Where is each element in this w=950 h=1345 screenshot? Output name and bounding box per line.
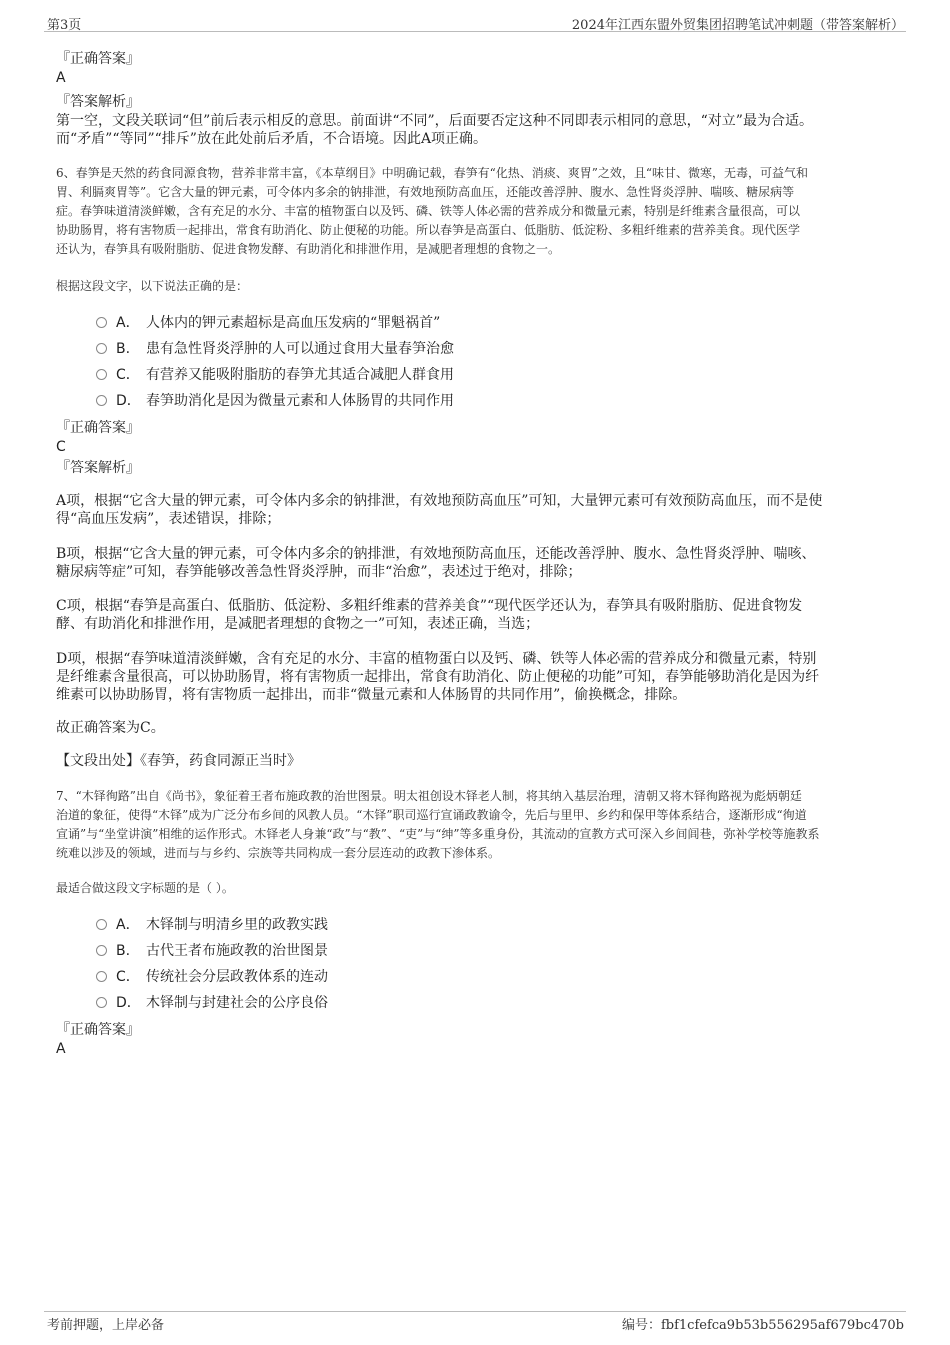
footer-divider [44, 1311, 906, 1312]
q7-prompt-text: 最适合做这段文字标题的是（ ）。 [56, 881, 234, 895]
q5-answer-value: A [56, 70, 66, 86]
radio-icon[interactable] [96, 395, 107, 406]
header-divider [44, 31, 906, 32]
q7-option-c[interactable] [96, 968, 328, 986]
option-letter: B. [116, 943, 131, 959]
footer-slogan: 考前押题，上岸必备 [47, 1318, 165, 1333]
q5-answer-block [56, 50, 900, 88]
q6-answer-value: C [56, 439, 66, 455]
q6-option-d[interactable] [96, 392, 454, 410]
q6-analysis-d [56, 650, 900, 704]
q6-stem-line: 胃、利膈爽胃等”。它含大量的钾元素，可令体内多余的钠排泄，有效地预防高血压，还能改善浮肿、腹水、急性肾炎浮肿、喘咳、糖尿病等 [56, 185, 795, 199]
analysis-line: A项，根据“它含大量的钾元素，可令体内多余的钠排泄，有效地预防高血压”可知，大量钾元素可有效预防高血压，而不是使 [56, 493, 823, 509]
q7-answer-label: 『正确答案』 [56, 1022, 140, 1038]
option-letter: D． [116, 995, 141, 1011]
option-text: 木铎制与封建社会的公序良俗 [146, 995, 328, 1011]
q6-prompt-text: 根据这段文字，以下说法正确的是： [56, 279, 249, 293]
q6-conclusion-block [56, 719, 900, 737]
radio-icon[interactable] [96, 997, 107, 1008]
q7-stem-line: 宣诵”与“坐堂讲演”相维的运作形式。木铎老人身兼“政”与“教”、“吏”与“绅”等多重身份，其流动的宣教方式可深入乡间闾巷，弥补学校等施教系 [56, 827, 820, 841]
q7-answer-block [56, 1021, 900, 1059]
q6-stem-line: 还认为，春笋具有吸附脂肪、促进食物发酵、有助消化和排泄作用，是减肥者理想的食物之一。 [56, 242, 561, 256]
q6-prompt [56, 277, 900, 296]
q5-analysis-label: 『答案解析』 [56, 94, 140, 110]
q6-option-b[interactable] [96, 340, 454, 358]
option-text: 传统社会分层政教体系的连动 [146, 969, 328, 985]
q6-stem [56, 164, 900, 259]
option-text: 人体内的钾元素超标是高血压发病的“罪魁祸首” [146, 315, 441, 331]
option-text: 古代王者布施政教的治世图景 [146, 943, 328, 959]
analysis-line: B项，根据“它含大量的钾元素，可令体内多余的钠排泄，有效地预防高血压，还能改善浮肿、腹水、急性肾炎浮肿、喘咳、 [56, 546, 816, 562]
option-letter: A． [116, 315, 140, 331]
option-text: 春笋助消化是因为微量元素和人体肠胃的共同作用 [146, 393, 454, 409]
q7-option-a[interactable] [96, 916, 328, 934]
q7-stem-line: 治道的象征，使得“木铎”成为广泛分布乡间的风教人员。“木铎”职司巡行宣诵政教谕令，先后与里甲、乡约和保甲等体系结合，逐渐形成“徇道 [56, 808, 807, 822]
analysis-line: D项，根据“春笋味道清淡鲜嫩，含有充足的水分、丰富的植物蛋白以及钙、磷、铁等人体必需的营养成分和微量元素，特别 [56, 651, 817, 667]
q6-analysis-b [56, 545, 900, 581]
footer-code-value: fbf1cfefca9b53b556295af679bc470b [660, 1318, 904, 1333]
option-text: 木铎制与明清乡里的政教实践 [146, 917, 328, 933]
q6-stem-line: 6、春笋是天然的药食同源食物，营养非常丰富，《本草纲目》中明确记载，春笋有“化热、消痰、爽胃”之效，且“味甘、微寒，无毒，可益气和 [56, 166, 809, 180]
radio-icon[interactable] [96, 919, 107, 930]
q6-source: 【文段出处】《春笋，药食同源正当时》 [56, 753, 301, 769]
option-letter: C． [116, 969, 140, 985]
q5-analysis-line: 第一空，文段关联词“但”前后表示相反的意思。前面讲“不同”，后面要否定这种不同即表示相同的意思，“对立”最为合适。 [56, 113, 813, 129]
q7-option-b[interactable] [96, 942, 328, 960]
q7-stem-line: 统难以涉及的领域，进而与与乡约、宗族等共同构成一套分层连动的政教下渗体系。 [56, 846, 501, 860]
q6-analysis-c [56, 597, 900, 633]
q6-answer-label: 『正确答案』 [56, 420, 140, 436]
analysis-line: 糖尿病等症”可知，春笋能够改善急性肾炎浮肿，而非“治愈”，表述过于绝对，排除； [56, 564, 582, 580]
analysis-line: 得“高血压发病”，表述错误，排除； [56, 511, 281, 527]
document-title: 2024年江西东盟外贸集团招聘笔试冲刺题（带答案解析） [571, 18, 904, 33]
radio-icon[interactable] [96, 317, 107, 328]
analysis-line: 酵、有助消化和排泄作用，是减肥者理想的食物之一”可知，表述正确，当选； [56, 616, 540, 632]
analysis-line: 维素可以协助肠胃，将有害物质一起排出，而非“微量元素和人体肠胃的共同作用”，偷换概念，排除。 [56, 687, 687, 703]
q6-source-block [56, 752, 900, 770]
option-letter: A． [116, 917, 140, 933]
q6-stem-line: 协助肠胃，将有害物质一起排出，常食有助消化、防止便秘的功能。所以春笋是高蛋白、低脂肪、低淀粉、多粗纤维素的营养美食。现代医学 [56, 223, 801, 237]
q7-option-d[interactable] [96, 994, 328, 1012]
q6-conclusion: 故正确答案为C。 [56, 720, 165, 736]
analysis-line: 是纤维素含量很高，可以协助肠胃，将有害物质一起排出，常食有助消化、防止便秘的功能”可知，春笋能够助消化是因为纤 [56, 669, 820, 685]
q7-prompt [56, 879, 900, 898]
q6-stem-line: 症。春笋味道清淡鲜嫩，含有充足的水分、丰富的植物蛋白以及钙、磷、铁等人体必需的营养成分和微量元素，特别是纤维素含量很高，可以 [56, 204, 801, 218]
footer-code-prefix: 编号： [621, 1318, 661, 1333]
option-letter: C． [116, 367, 140, 383]
q6-analysis-label-block [56, 459, 900, 478]
option-text: 有营养又能吸附脂肪的春笋尤其适合减肥人群食用 [146, 367, 454, 383]
q6-option-a[interactable] [96, 314, 440, 332]
page-number: 第3页 [47, 18, 82, 33]
option-letter: D． [116, 393, 141, 409]
option-text: 患有急性肾炎浮肿的人可以通过食用大量春笋治愈 [146, 341, 454, 357]
radio-icon[interactable] [96, 343, 107, 354]
q7-stem-line: 7、“木铎徇路”出自《尚书》，象征着王者布施政教的治世图景。明太祖创设木铎老人制，将其纳入基层治理，清朝又将木铎徇路视为彪炳朝廷 [56, 789, 802, 803]
analysis-line: C项，根据“春笋是高蛋白、低脂肪、低淀粉、多粗纤维素的营养美食”“现代医学还认为，春笋具有吸附脂肪、促进食物发 [56, 598, 803, 614]
q6-analysis-a [56, 492, 900, 528]
radio-icon[interactable] [96, 971, 107, 982]
q7-answer-value: A [56, 1041, 66, 1057]
q6-answer-block [56, 419, 900, 457]
radio-icon[interactable] [96, 369, 107, 380]
q6-option-c[interactable] [96, 366, 454, 384]
q5-answer-label: 『正确答案』 [56, 51, 140, 67]
q5-analysis-line: 而“矛盾”“等同”“排斥”放在此处前后矛盾，不合语境。因此A项正确。 [56, 131, 488, 147]
option-letter: B. [116, 341, 131, 357]
footer-code [622, 1314, 904, 1333]
q6-analysis-label: 『答案解析』 [56, 460, 140, 476]
radio-icon[interactable] [96, 945, 107, 956]
q7-stem [56, 787, 900, 863]
q5-analysis-block [56, 93, 900, 148]
